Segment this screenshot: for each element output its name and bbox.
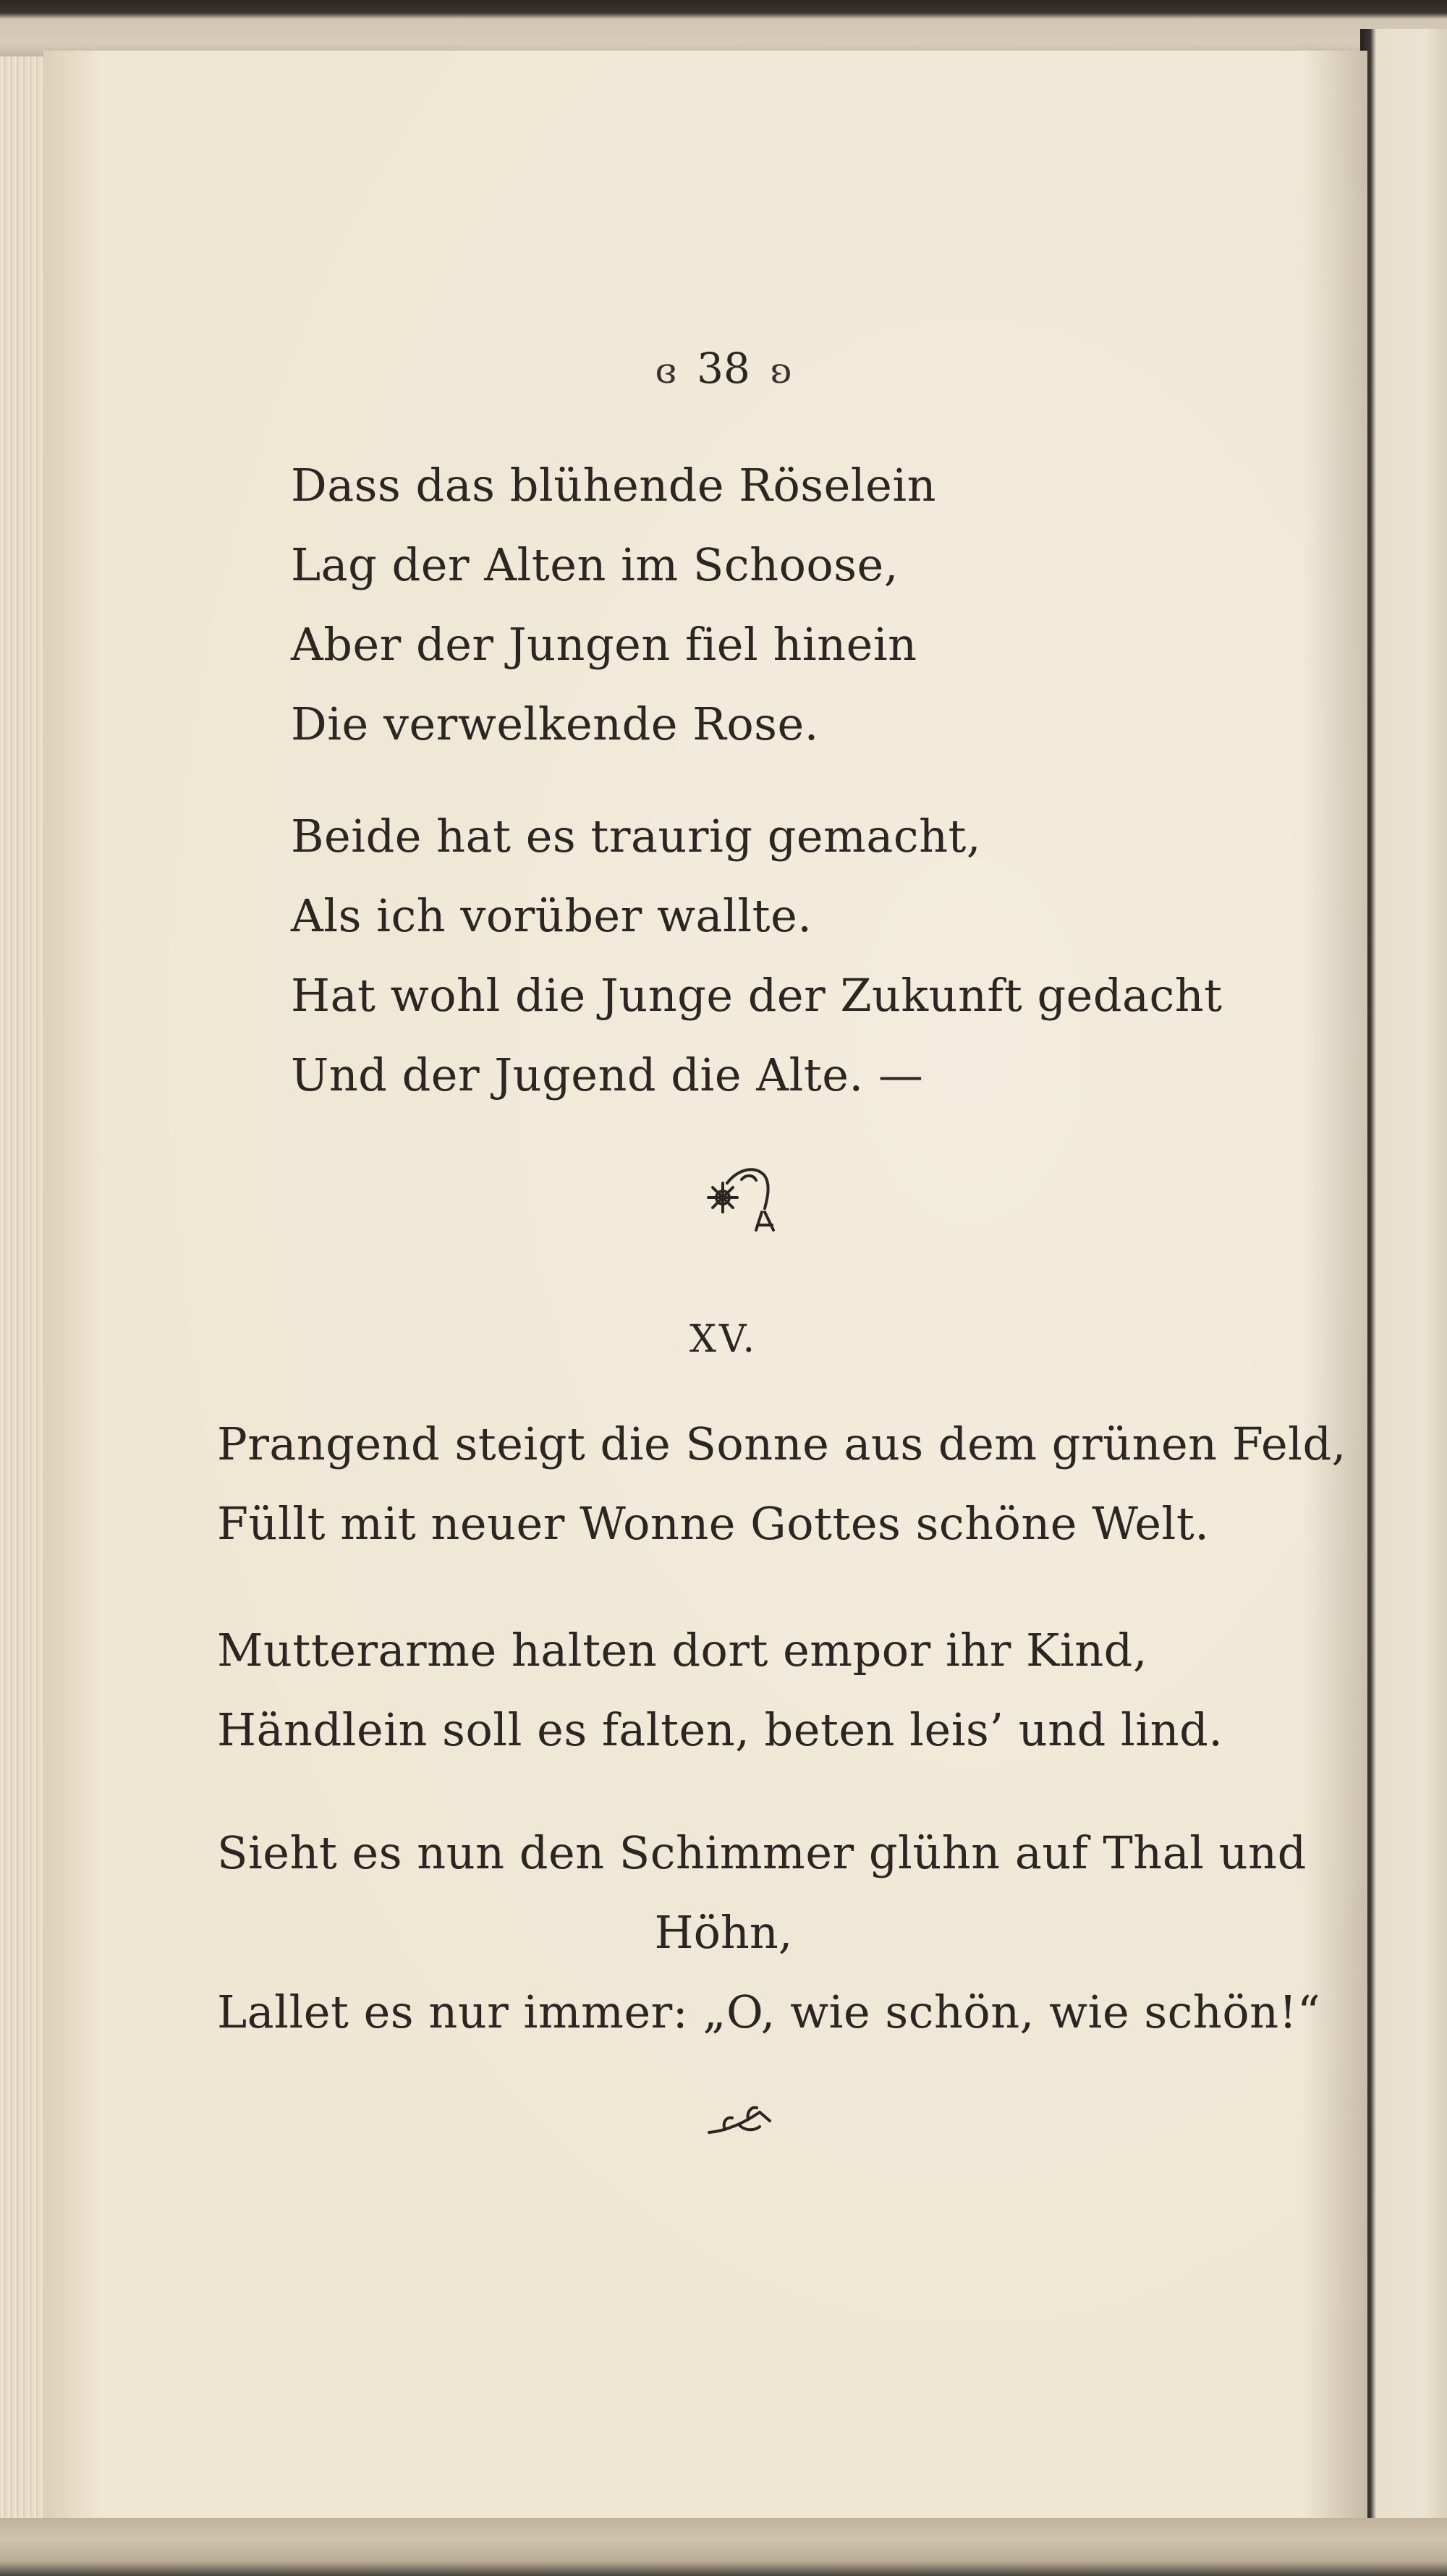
- poem-line: Füllt mit neuer Wonne Gottes schöne Welt.: [217, 1497, 1210, 1550]
- page-number-value: 38: [697, 344, 750, 393]
- flower-vignette-icon: [698, 1154, 785, 1234]
- section-number: XV.: [689, 1318, 758, 1361]
- poem-line: Die verwelkende Rose.: [291, 698, 819, 750]
- poem-line: Mutterarme halten dort empor ihr Kind,: [217, 1624, 1148, 1677]
- poem-line: Dass das blühende Röselein: [291, 459, 937, 512]
- book-bottom-edge: [0, 2518, 1447, 2576]
- poem-line: Prangend steigt die Sonne aus dem grünen Feld,: [217, 1418, 1346, 1470]
- poem-line: Lag der Alten im Schoose,: [291, 538, 899, 591]
- poem-line: Aber der Jungen fiel hinein: [291, 618, 917, 671]
- poem-line: Lallet es nur immer: „O, wie schön, wie schön!“: [217, 1986, 1321, 2038]
- book-page: [43, 51, 1367, 2525]
- poem-line: Als ich vorüber wallte.: [291, 889, 812, 942]
- page-number-ornament-right: ʚ: [770, 351, 792, 391]
- book-top-edge: [0, 0, 1447, 56]
- book-right-edge: [1360, 29, 1447, 2547]
- poem-line-continuation: Höhn,: [654, 1906, 793, 1959]
- page-number-ornament-left: ɞ: [655, 351, 677, 391]
- poem-line: Händlein soll es falten, beten leis’ und lind.: [217, 1703, 1223, 1756]
- poem-line: Beide hat es traurig gemacht,: [291, 810, 982, 863]
- poem-line: Und der Jugend die Alte. —: [291, 1048, 924, 1101]
- poem-line: Sieht es nun den Schimmer glühn auf Thal und: [217, 1826, 1307, 1879]
- poem-line: Hat wohl die Junge der Zukunft gedacht: [291, 969, 1223, 1022]
- sprig-vignette-icon: [703, 2102, 783, 2145]
- page-number: [0, 344, 1447, 393]
